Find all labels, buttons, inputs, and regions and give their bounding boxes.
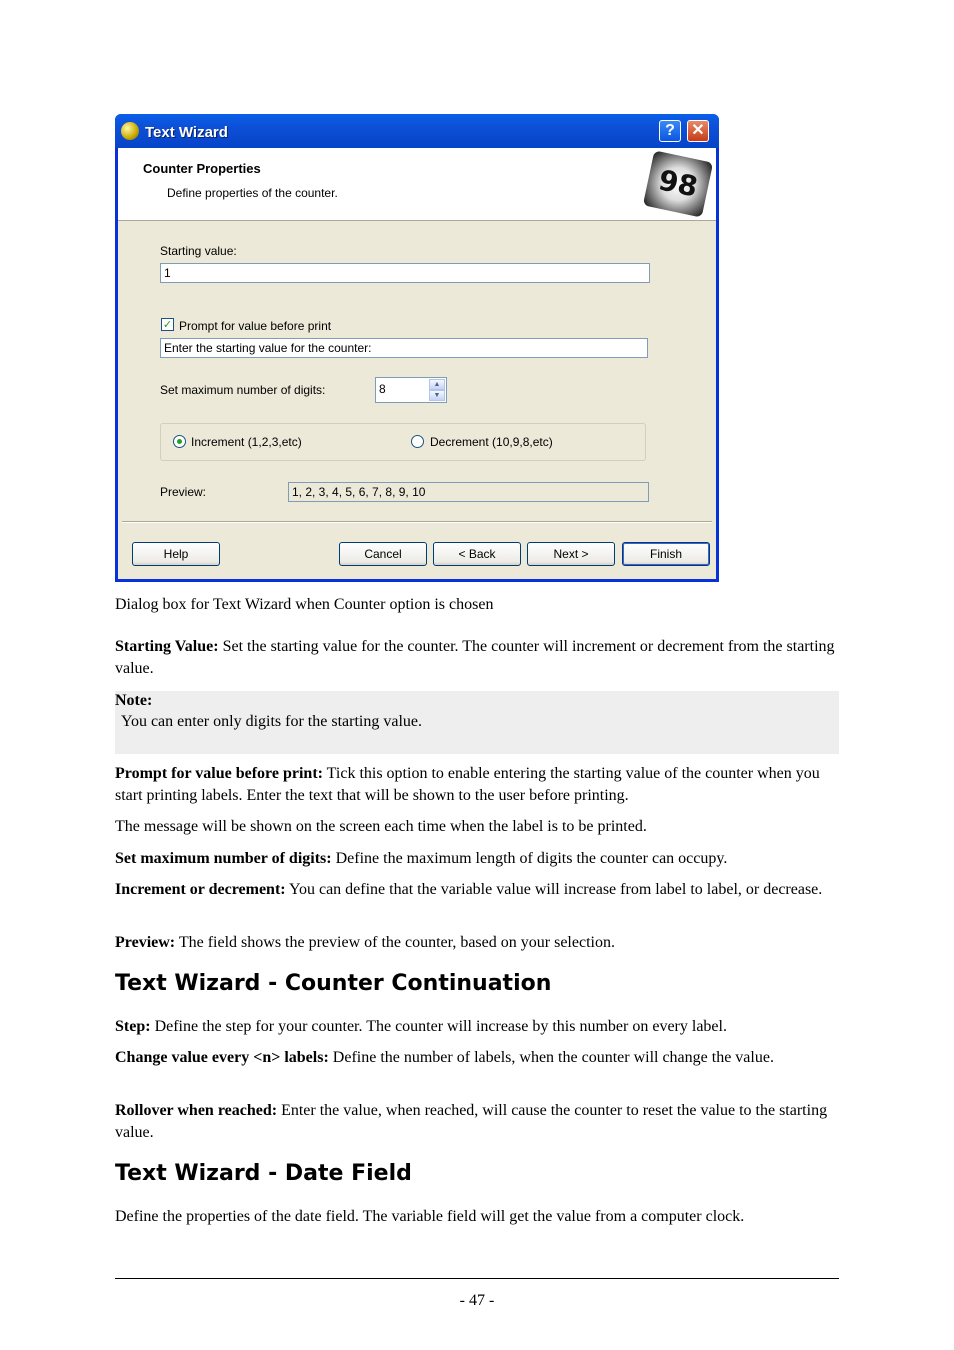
note-title: Note: bbox=[115, 692, 153, 709]
header-subtitle: Define properties of the counter. bbox=[167, 186, 338, 200]
direction-group bbox=[160, 423, 646, 461]
max-digits-spinner[interactable] bbox=[375, 377, 447, 403]
note-text: You can enter only digits for the starting value. bbox=[121, 713, 422, 730]
max-digits-paragraph bbox=[115, 848, 839, 870]
close-icon[interactable]: ✕ bbox=[687, 120, 709, 142]
prompt-checkbox[interactable]: ✓ bbox=[162, 318, 173, 331]
app-icon bbox=[121, 122, 139, 140]
dialog-title-bar[interactable] bbox=[115, 114, 719, 148]
header-title: Counter Properties bbox=[143, 161, 261, 176]
date-paragraph: Define the properties of the date field. The variable field will get the value from a computer clock. bbox=[115, 1208, 745, 1225]
description: Enter the value, when reached, will cause the counter to reset the value to the starting value. bbox=[115, 1102, 828, 1141]
starting-value-paragraph bbox=[115, 636, 839, 680]
wizard-header bbox=[118, 148, 716, 221]
rollover-paragraph bbox=[115, 1100, 839, 1144]
term: Rollover when reached: bbox=[115, 1102, 278, 1119]
starting-value-input[interactable]: 1 bbox=[160, 263, 650, 283]
increment-radio[interactable] bbox=[173, 435, 186, 448]
preview-label: Preview: bbox=[160, 485, 207, 499]
dialog-title: Text Wizard bbox=[145, 124, 228, 141]
text-wizard-dialog bbox=[115, 114, 719, 582]
decrement-label: Decrement (10,9,8,etc) bbox=[430, 435, 553, 449]
message-paragraph: The message will be shown on the screen each time when the label is to be printed. bbox=[115, 818, 647, 835]
term: Increment or decrement: bbox=[115, 881, 286, 898]
prompt-text-input[interactable]: Enter the starting value for the counter: bbox=[160, 338, 648, 358]
step-paragraph bbox=[115, 1016, 839, 1038]
next-button[interactable]: Next > bbox=[527, 542, 615, 566]
term: Preview: bbox=[115, 934, 176, 951]
page-number: - 47 - bbox=[459, 1292, 495, 1309]
section-heading: Text Wizard - Counter Continuation bbox=[115, 971, 552, 996]
term: Step: bbox=[115, 1018, 151, 1035]
spin-down-icon[interactable]: ▼ bbox=[429, 390, 445, 401]
starting-value-label: Starting value: bbox=[160, 244, 237, 258]
description: The field shows the preview of the counter, based on your selection. bbox=[175, 934, 615, 951]
term: Starting Value: bbox=[115, 638, 219, 655]
decrement-radio[interactable] bbox=[411, 435, 424, 448]
spin-up-icon[interactable]: ▲ bbox=[429, 379, 445, 390]
max-digits-value: 8 bbox=[379, 382, 386, 396]
change-paragraph bbox=[115, 1047, 839, 1069]
max-digits-label: Set maximum number of digits: bbox=[160, 383, 326, 397]
preview-paragraph bbox=[115, 932, 839, 954]
description: Define the step for your counter. The counter will increase by this number on every label. bbox=[150, 1018, 727, 1035]
term: Set maximum number of digits: bbox=[115, 850, 332, 867]
description: You can define that the variable value will increase from label to label, or decrease. bbox=[285, 881, 823, 898]
preview-field: 1, 2, 3, 4, 5, 6, 7, 8, 9, 10 bbox=[288, 482, 649, 502]
prompt-paragraph bbox=[115, 763, 839, 807]
button-separator bbox=[122, 521, 712, 523]
increment-label: Increment (1,2,3,etc) bbox=[191, 435, 302, 449]
section-heading: Text Wizard - Date Field bbox=[115, 1161, 412, 1186]
help-icon[interactable]: ? bbox=[659, 120, 681, 142]
inc-dec-paragraph bbox=[115, 879, 839, 901]
note-box bbox=[115, 691, 839, 754]
counter-digits-icon: 98 bbox=[643, 150, 713, 217]
figure-caption: Dialog box for Text Wizard when Counter option is chosen bbox=[115, 596, 494, 613]
description: Tick this option to enable entering the starting value of the counter when you start printing labels. Enter the text that will be shown to the user before printing. bbox=[115, 765, 820, 804]
cancel-button[interactable]: Cancel bbox=[339, 542, 427, 566]
finish-button[interactable]: Finish bbox=[622, 542, 710, 566]
description: Set the starting value for the counter. The counter will increment or decrement from the starting value. bbox=[115, 638, 835, 677]
term: Change value every <n> labels: bbox=[115, 1049, 329, 1066]
help-button[interactable]: Help bbox=[132, 542, 220, 566]
term: Prompt for value before print: bbox=[115, 765, 323, 782]
description: Define the maximum length of digits the counter can occupy. bbox=[331, 850, 728, 867]
prompt-checkbox-label: Prompt for value before print bbox=[179, 319, 332, 333]
footer-rule bbox=[115, 1278, 839, 1279]
description: Define the number of labels, when the counter will change the value. bbox=[328, 1049, 774, 1066]
back-button[interactable]: < Back bbox=[433, 542, 521, 566]
